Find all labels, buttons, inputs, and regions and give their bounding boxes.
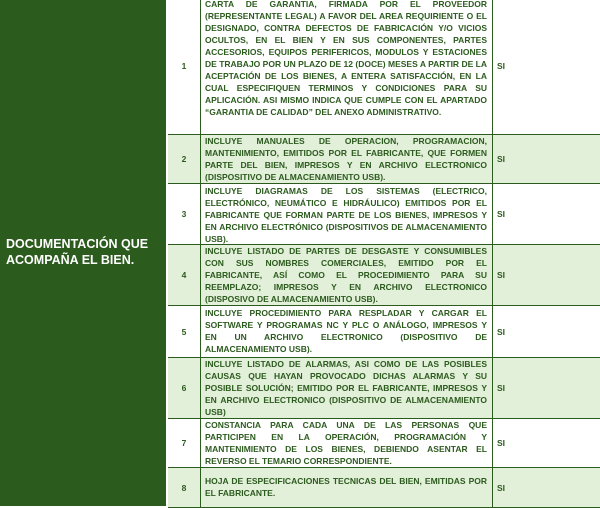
compliance-answer: SI (497, 154, 506, 164)
compliance-answer: SI (497, 209, 506, 219)
row-number: 5 (168, 306, 201, 357)
requirement-text: INCLUYE DIAGRAMAS DE LOS SISTEMAS (ELECTRICO, ELECTRÓNICO, NEUMÁTICO E HIDRÁULICO) EMITIDOS POR EL FABRICANTE QUE FORMAN PARTE DE LOS BIENES, IMPRESOS Y EN ARCHIVO ELECTRÓNICO (DISPOSITIVOS DE ALMACENAMIENTO USB). (201, 184, 493, 244)
row-number: 1 (168, 0, 201, 134)
table-row (168, 358, 600, 419)
requirement-text: INCLUYE LISTADO DE ALARMAS, ASI COMO DE LAS POSIBLES CAUSAS QUE HAYAN PROVOCADO DICHAS ALARMAS Y SU POSIBLE SOLUCIÓN; EMITIDO POR EL FABRICANTE, IMPRESOS Y EN ARCHIVO ELECTRONICO (DISPOSITIVO DE ALMACENAMIENTO USB) (201, 358, 493, 418)
compliance-answer: SI (497, 61, 506, 71)
requirement-text: HOJA DE ESPECIFICACIONES TECNICAS DEL BIEN, EMITIDAS POR EL FABRICANTE. (201, 468, 493, 507)
row-number: 2 (168, 135, 201, 183)
requirement-text: INCLUYE MANUALES DE OPERACION, PROGRAMACION, MANTENIMIENTO, EMITIDOS POR EL FABRICANTE, QUE FORMEN PARTE DEL BIEN, IMPRESOS Y EN ARCHIVO ELECTRONICO (DISPOSITIVO DE ALMACENAMIENTO USB). (201, 135, 493, 183)
requirement-text: INCLUYE LISTADO DE PARTES DE DESGASTE Y CONSUMIBLES CON SUS NOMBRES COMERCIALES, EMITIDO POR EL FABRICANTE, ASÍ COMO EL PROCEDIMIENTO PARA SU REEMPLAZO; IMPRESOS Y EN ARCHIVO ELECTRONICO (DISPOSIVO DE ALMACENAMIENTO USB). (201, 245, 493, 305)
table-row (168, 306, 600, 358)
table-row (168, 184, 600, 245)
requirement-text: CONSTANCIA PARA CADA UNA DE LAS PERSONAS QUE PARTICIPEN EN LA OPERACIÓN, PROGRAMACIÓN Y MANTENIMIENTO DE LOS BIENES, DEBIENDO ASENTAR EL REVERSO EL TEMARIO CORRESPONDIENTE. (201, 419, 493, 467)
compliance-answer: SI (497, 326, 506, 337)
row-number: 4 (168, 245, 201, 305)
section-cell (0, 0, 168, 506)
row-number: 8 (168, 468, 201, 507)
row-number: 6 (168, 358, 201, 418)
compliance-answer: SI (497, 482, 506, 493)
table-row (168, 0, 600, 135)
table-row (168, 135, 600, 184)
requirement-text: INCLUYE PROCEDIMIENTO PARA RESPLADAR Y CARGAR EL SOFTWARE Y PROGRAMAS NC Y PLC O ANÁLOGO, IMPRESOS Y EN UN ARCHIVO ELECTRONICO (DISPOSITIVO DE ALMACENAMIENTO USB). (201, 306, 493, 357)
row-number: 3 (168, 184, 201, 244)
compliance-answer: SI (497, 270, 506, 280)
table-row (168, 468, 600, 508)
table-row (168, 245, 600, 306)
table-row (168, 419, 600, 468)
requirement-text: CARTA DE GARANTIA, FIRMADA POR EL PROVEEDOR (REPRESENTANTE LEGAL) A FAVOR DEL AREA REQUIRIENTE O EL DESIGNADO, CONTRA DEFECTOS DE FABRICACIÓN Y/O VICIOS OCULTOS, EN EL BIEN Y EN SUS COMPONENTES, PARTES ACCESORIOS, EQUIPOS PERIFERICOS, MODULOS Y ESTACIONES DE TRABAJO POR UN PLAZO DE 12 (DOCE) MESES A PARTIR DE LA ACEPTACIÓN DE LOS BIENES, A ENTERA SATISFACCIÓN, EN LA CUAL ESPECIFIQUEN TERMINOS Y CONDICIONES PARA SU APLICACIÓN. ASI MISMO INDICA QUE CUMPLE CON EL APARTADO “GARANTIA DE CALIDAD” DEL ANEXO ADMINISTRATIVO. (201, 0, 493, 134)
section-label: DOCUMENTACIÓN QUE ACOMPAÑA EL BIEN. (6, 237, 149, 267)
compliance-answer: SI (497, 383, 506, 393)
requirements-rows (168, 0, 600, 506)
row-number: 7 (168, 419, 201, 467)
compliance-answer: SI (497, 438, 506, 448)
